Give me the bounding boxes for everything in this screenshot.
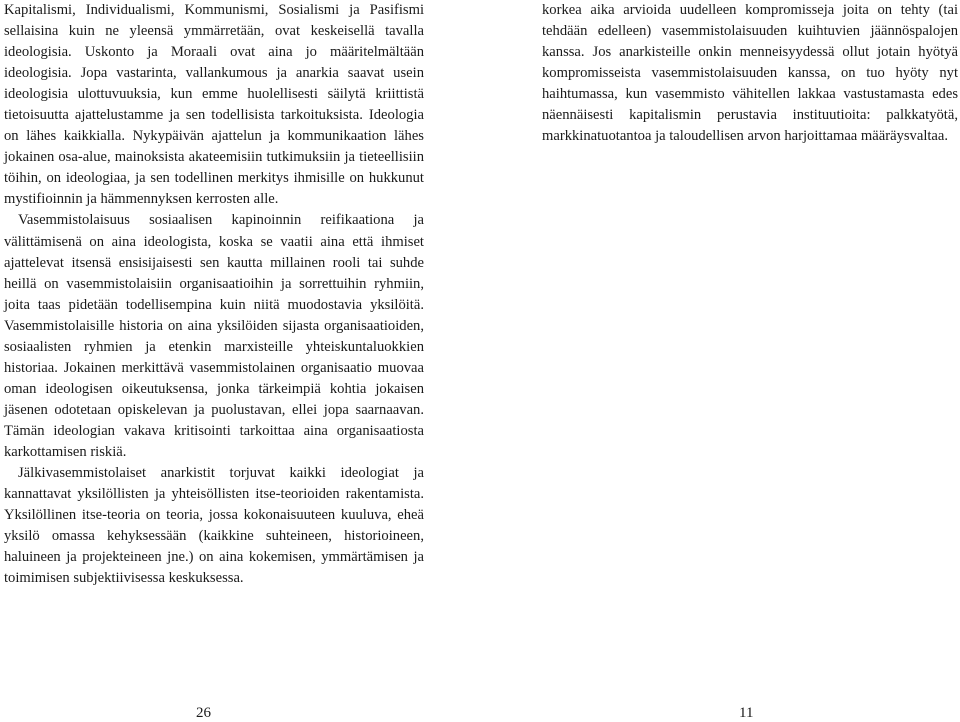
- page-number-left: 26: [196, 705, 211, 721]
- page-number-right: 11: [739, 705, 754, 721]
- paragraph-leftism-ideological: Vasemmistolaisuus sosiaalisen kapinoinnin reifikaationa ja välittämisenä on aina ideologista, koska se vaatii aina että ihmiset ajattelevat itsensä ensisijaisesti sen kautta millainen rooli tai suhde heillä on vasemmistolaisiin organisaatioihin ja sorrettuihin ryhmiin, joita taas pidetään todellisempina kuin niitä muodostavia yksilöitä. Vasemmistolaisille historia on aina yksilöiden sijasta organisaatioiden, sosiaalisten ryhmien ja etenkin marxisteille yhteiskuntaluokkien historiaa. Jokainen merkittävä vasemmistolainen organisaatio muovaa oman ideologisen oikeutuksensa, jonka tärkeimpiä kohtia jokaisen jäsenen odotetaan opiskelevan ja puolustavan, ellei jopa saarnaavan. Tämän ideologian vakava kritisointi tarkoittaa aina organisaatiosta karkottamisen riskiä.: [4, 212, 424, 460]
- right-page-text: [542, 0, 958, 147]
- paragraph-reassess-compromises: korkea aika arvioida uudelleen kompromisseja joita on tehty (tai tehdään edelleen) vasemmistolaisuuden kuihtuvien jäännöspalojen kanssa. Jos anarkisteille onkin menneisyydessä ollut jotain hyötyä kompromisseista vasemmistolaisuuden kanssa, on tuo hyöty nyt haihtumassa, kun vasemmisto vähitellen lakkaa vastustamasta edes näennäisesti kapitalismin perustavia instituutioita: palkkatyötä, markkinatuotantoa ja taloudellisen arvon harjoittamaa määräysvaltaa.: [542, 2, 958, 145]
- left-page-text: [4, 0, 424, 589]
- paragraph-ideology-everywhere: Kapitalismi, Individualismi, Kommunismi, Sosialismi ja Pasifismi sellaisina kuin ne yleensä ymmärretään, ovat keskeisellä tavalla ideologisia. Uskonto ja Moraali ovat aina jo määritelmältään ideologisia. Jopa vastarinta, vallankumous ja anarkia saavat usein ideologisia ulottuvuuksia, kun emme huolellisesti säilytä kriittistä tietoisuutta ajattelustamme ja sen todellisista tarkoituksista. Ideologia on lähes kaikkialla. Nykypäivän ajattelun ja kommunikaation lähes jokainen osa-alue, mainoksista akateemisiin tutkimuksiin ja tieteellisiin töihin, on ideologiaa, ja sen todellinen merkitys ihmisille on hukkunut mystifioinnin ja hämmennyksen kerrosten alle.: [4, 2, 424, 208]
- paragraph-post-left-anarchists: Jälkivasemmistolaiset anarkistit torjuvat kaikki ideologiat ja kannattavat yksilöllisten ja yhteisöllisten itse-teorioiden rakentamista. Yksilöllinen itse-teoria on teoria, jossa kokonaisuuteen kuuluva, eheä yksilö omassa kehyksessään (kaikkine suhteineen, historioineen, haluineen ja projekteineen jne.) on aina kokemisen, ymmärtämisen ja toimimisen subjektiivisessa keskuksessa.: [4, 465, 424, 587]
